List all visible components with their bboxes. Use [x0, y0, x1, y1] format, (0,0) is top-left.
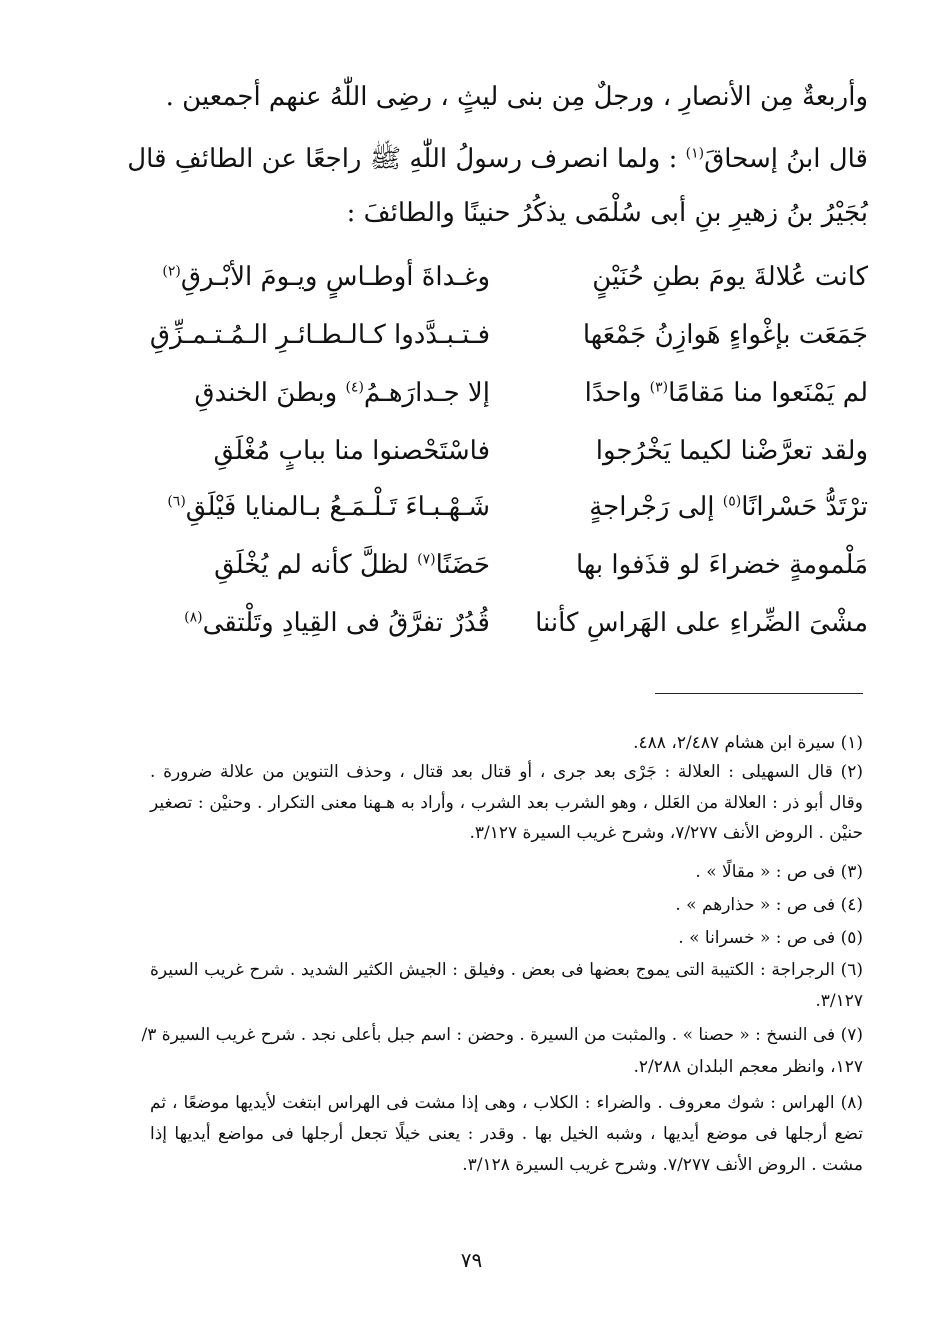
footnote-ref: (٣) [649, 379, 669, 396]
footnote-ref: (٥) [722, 493, 742, 510]
footnote-4: (٤) فى ص : « حذارهم » . [675, 895, 863, 915]
prose-line-3 [347, 198, 868, 229]
verse-text: مشْىَ الضِّراءِ على الهَراسِ كأننا [535, 608, 868, 638]
verse-text: وغـداةَ أوطـاسٍ ويـومَ الأبْـرقِ [180, 262, 490, 292]
prose-text: وأربعةٌ مِن الأنصارِ ، ورجلٌ مِن بنى ليثٍ ، رضِى اللّٰهُ عنهم أجمعين . [165, 82, 868, 112]
footnote-ref: (٧) [417, 551, 436, 568]
verse-text: حَضَنًا [435, 550, 490, 580]
prose-line-2 [127, 144, 868, 175]
verse-row [150, 550, 868, 594]
verse-row [150, 378, 868, 422]
verse-row [150, 436, 868, 480]
verse-text: ترْتَدُّ حَسْرانًا [741, 492, 868, 522]
verse-text: وبطنَ الخندقِ [194, 378, 346, 408]
verse-text: لظلَّ كأنه لم يُخْلَقِ [214, 550, 418, 580]
footnote-6-line: ٣/١٢٧. [815, 991, 863, 1011]
footnote-ref: (٨) [184, 609, 203, 626]
verse-row [150, 608, 868, 652]
footnote-2-line: (٢) قال السهيلى : العلالة : جَرْى بعد جرى ، أو قتال بعد قتال ، وحذف التنوين من علالة ضرورة . [150, 762, 863, 782]
hemistich-left [149, 320, 490, 350]
verse-text: ولقد تعرَّضْنا لكيما يَخْرُجوا [595, 436, 868, 466]
footnote-2-line: وقال أبو ذر : العلالة من العَلل ، وهو الشرب بعد الشرب ، وأراد به هـهنا معنى التكرار . وحنيْن : تصغير [150, 793, 863, 813]
footnote-ref: (٦) [167, 493, 186, 510]
hemistich-right [538, 492, 868, 522]
verse-row [150, 262, 868, 306]
footnote-divider [655, 693, 863, 694]
footnote-7-line: ١٢٧، وانظر معجم البلدان ٢/٢٨٨. [633, 1057, 863, 1077]
verse-text: كانت عُلالةَ يومَ بطنِ حُنَيْنٍ [592, 262, 868, 292]
verse-text: مَلْمومةٍ خضراءَ لو قذَفوا بها [576, 550, 868, 580]
footnote-2-line: حنيْن . الروض الأنف ٧/٢٧٧، وشرح غريب السيرة ٣/١٢٧. [469, 823, 863, 843]
footnote-8-line: (٨) الهراس : شوك معروف . والضراء : الكلاب ، وهى إذا مشت فى الهراس ابتغت لأيديها موضعًا ، ثم [150, 1093, 863, 1113]
prose-text: قال ابنُ إسحاقَ [704, 144, 868, 174]
hemistich-left [160, 492, 490, 522]
hemistich-right [538, 436, 868, 466]
footnote-5: (٥) فى ص : « خسرانا » . [678, 928, 863, 948]
verse-row [150, 492, 868, 536]
footnote-3: (٣) فى ص : « مقالًا » . [695, 862, 863, 882]
hemistich-right [538, 320, 868, 350]
footnote-7-line: (٧) فى النسخ : « حصنا » . والمثبت من السيرة . وحضن : اسم جبل بأعلى نجد . شرح غريب السيرة ٣/ [141, 1025, 863, 1045]
footnote-ref: (١) [685, 145, 705, 162]
hemistich-right [538, 550, 868, 580]
footnote-8-line: تضع أرجلها فى موضع أيديها ، وشبه الخيل بها . وقدر : يعنى خيلًا تجعل أرجلها فى مواضع أيديها إذا [150, 1124, 863, 1144]
hemistich-left [160, 608, 490, 638]
hemistich-left [160, 550, 490, 580]
footnote-ref: (٤) [345, 379, 364, 396]
prose-text: بُجَيْرُ بنُ زهيرِ بنِ أبى سُلْمَى يذكُرُ حنينًا والطائفَ : [346, 198, 868, 228]
verse-text: فاسْتَحْصنوا منا ببابٍ مُغْلَقِ [213, 436, 490, 466]
footnote-1: (١) سيرة ابن هشام ٢/٤٨٧، ٤٨٨. [633, 733, 863, 753]
verse-text: قُدُرٌ تفرَّقُ فى القِيادِ وتَلْتقى [202, 608, 490, 638]
verse-text: إلا جـدارَهـمُ [363, 378, 490, 408]
footnote-6-line: (٦) الرجراجة : الكتيبة التى يموج بعضها فى بعض . وفيلق : الجيش الكثير الشديد . شرح غريب السيرة [150, 960, 863, 980]
prose-text: : ولما انصرف رسولُ اللّٰهِ ﷺ راجعًا عن الطائفِ قال [127, 144, 686, 174]
prose-line-1 [166, 82, 868, 113]
hemistich-right [535, 608, 868, 638]
verse-text: شَـهْـبـاءَ تَـلْـمَـعُ بـالمنايا فَيْلَقِ [185, 492, 490, 522]
verse-text: جَمَعَت بإغْواءٍ هَوازِنُ جَمْعَها [582, 320, 868, 350]
hemistich-left [160, 262, 490, 292]
hemistich-right [538, 262, 868, 292]
verse-text: لم يَمْنَعوا منا مَقامًا [668, 378, 868, 408]
verse-text: إلى رَجْراجةٍ [589, 492, 723, 522]
hemistich-left [160, 378, 490, 408]
verse-text: واحدًا [584, 378, 650, 408]
hemistich-left [160, 436, 490, 466]
footnote-8-line: مشت . الروض الأنف ٧/٢٧٧. وشرح غريب السيرة ٣/١٢٨. [462, 1155, 863, 1175]
footnote-ref: (٢) [162, 263, 181, 280]
verse-row [150, 320, 868, 364]
hemistich-right [538, 378, 868, 408]
page-number: ٧٩ [460, 1248, 483, 1272]
verse-text: فـتـبـدَّدوا كـالـطـائـرِ الـمُـتـمـزِّقِ [149, 320, 490, 350]
